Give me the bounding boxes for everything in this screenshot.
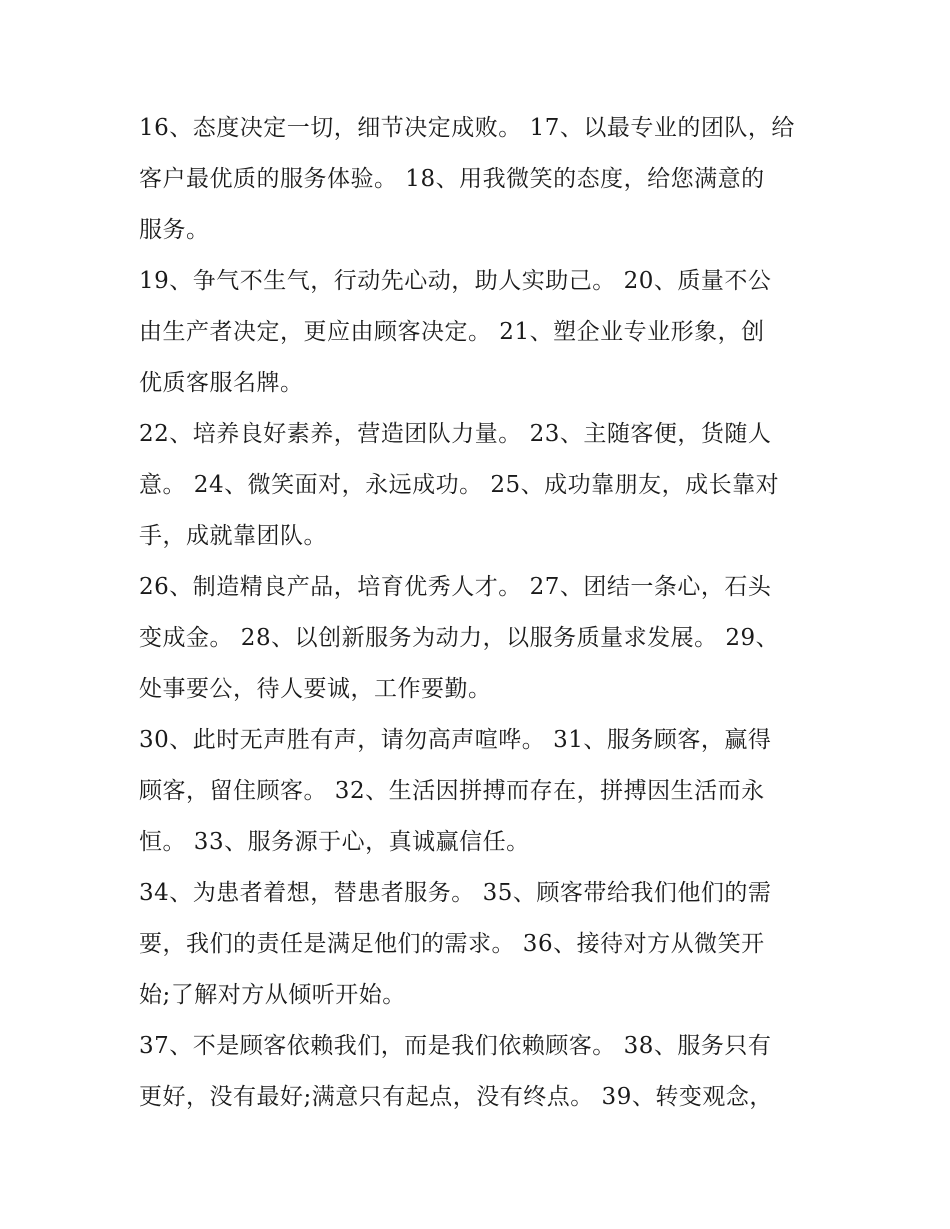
paragraph <box>139 256 811 409</box>
text-line: 由生产者决定，更应由顾客决定。 21、塑企业专业形象，创 <box>139 319 765 345</box>
paragraph <box>139 715 811 868</box>
text-line: 意。 24、微笑面对，永远成功。 25、成功靠朋友，成长靠对 <box>139 472 780 498</box>
text-line: 19、争气不生气，行动先心动，助人实助己。 20、质量不公 <box>139 268 772 294</box>
text-line: 30、此时无声胜有声，请勿高声喧哗。 31、服务顾客，赢得 <box>139 727 772 753</box>
text-line: 要，我们的责任是满足他们的需求。 36、接待对方从微笑开 <box>139 931 765 957</box>
text-line: 顾客，留住顾客。 32、生活因拼搏而存在，拼搏因生活而永 <box>139 778 765 804</box>
paragraph <box>139 868 811 1021</box>
text-line: 服务。 <box>139 217 210 243</box>
paragraph <box>139 1021 811 1123</box>
text-line: 26、制造精良产品，培育优秀人才。 27、团结一条心，石头 <box>139 574 772 600</box>
text-line: 客户最优质的服务体验。 18、用我微笑的态度，给您满意的 <box>139 166 765 192</box>
text-line: 始;了解对方从倾听开始。 <box>139 982 406 1008</box>
text-line: 更好，没有最好;满意只有起点，没有终点。 39、转变观念， <box>139 1084 773 1110</box>
text-line: 34、为患者着想，替患者服务。 35、顾客带给我们他们的需 <box>139 880 772 906</box>
paragraph <box>139 409 811 562</box>
text-line: 手，成就靠团队。 <box>139 523 327 549</box>
document-body <box>139 103 811 1123</box>
text-line: 处事要公，待人要诚，工作要勤。 <box>139 676 492 702</box>
paragraph <box>139 562 811 715</box>
text-line: 37、不是顾客依赖我们，而是我们依赖顾客。 38、服务只有 <box>139 1033 772 1059</box>
text-line: 变成金。 28、以创新服务为动力，以服务质量求发展。 29、 <box>139 625 780 651</box>
text-line: 优质客服名牌。 <box>139 370 304 396</box>
text-line: 16、态度决定一切，细节决定成败。 17、以最专业的团队，给 <box>139 115 795 141</box>
paragraph <box>139 103 811 256</box>
text-line: 恒。 33、服务源于心，真诚赢信任。 <box>139 829 530 855</box>
text-line: 22、培养良好素养，营造团队力量。 23、主随客便，货随人 <box>139 421 772 447</box>
